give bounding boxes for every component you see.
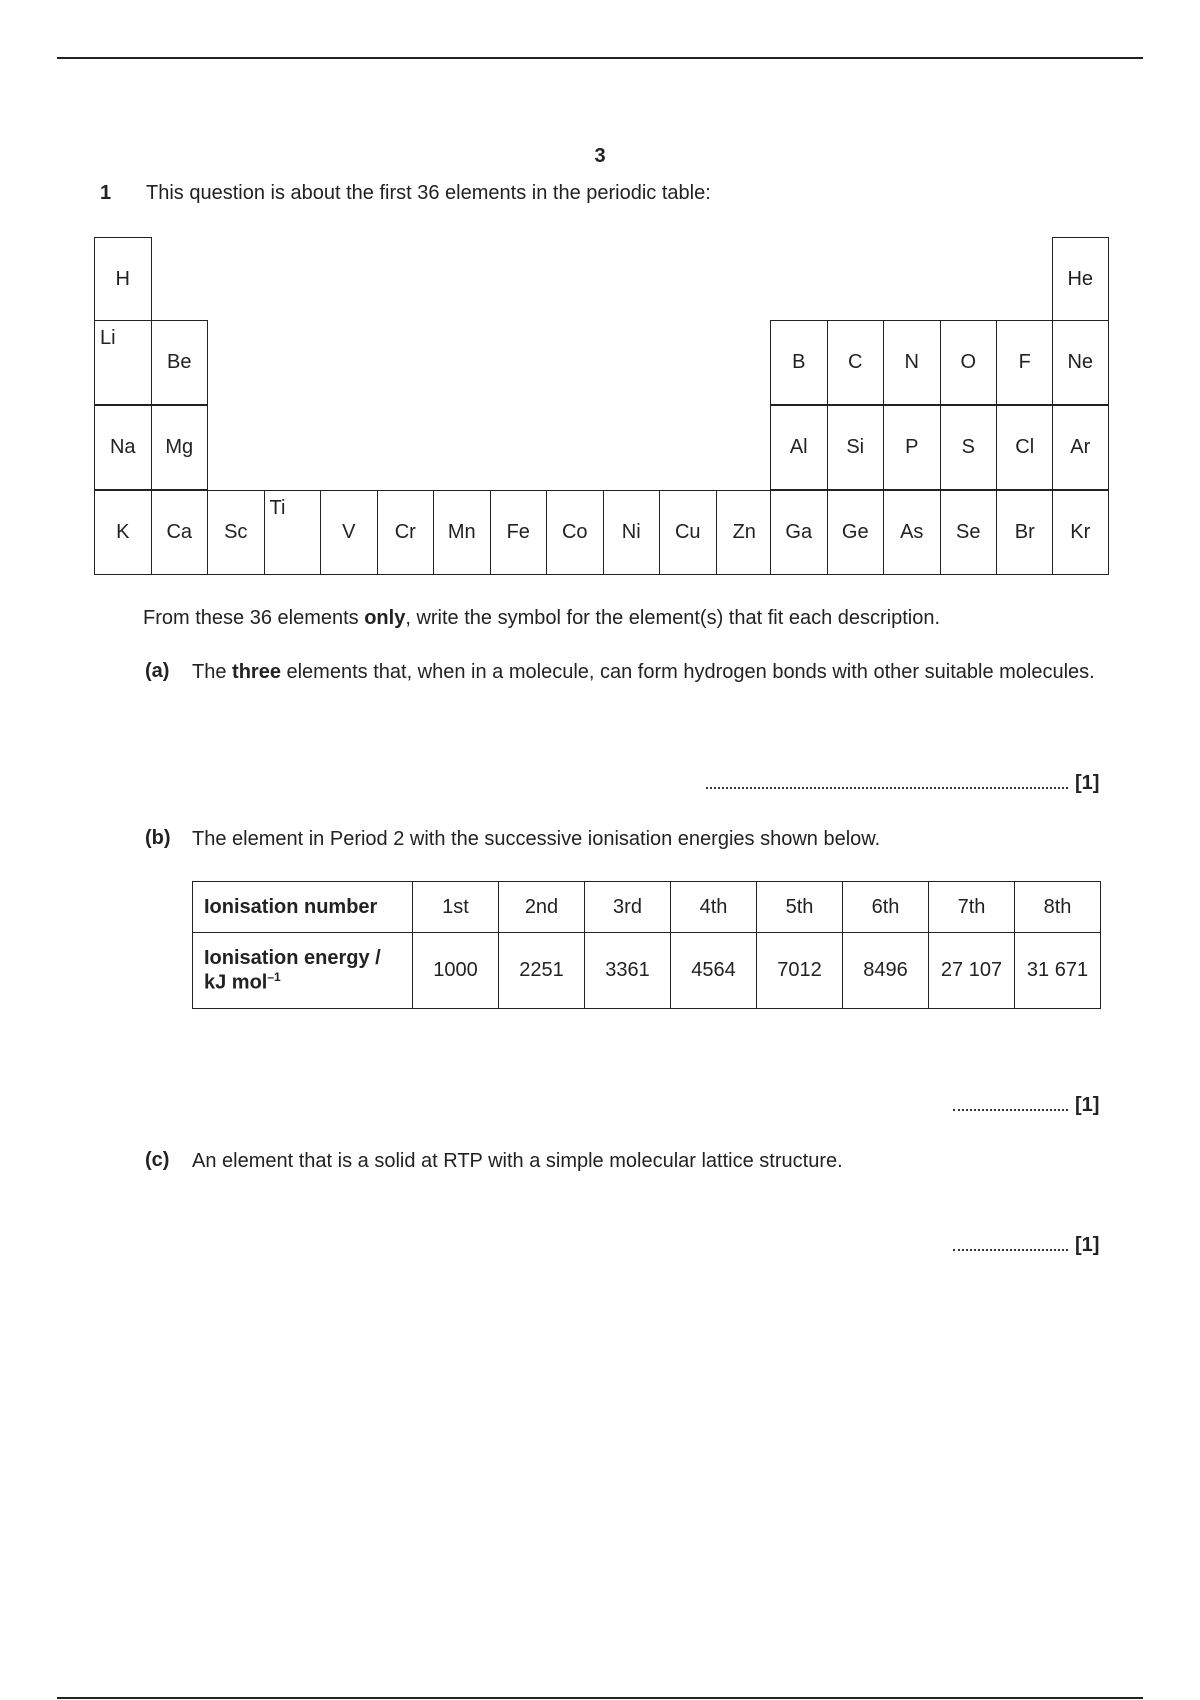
element-cell: O — [940, 320, 998, 405]
table-cell: 3rd — [585, 882, 671, 933]
element-cell: Kr — [1052, 490, 1110, 575]
part-a-after: elements that, when in a molecule, can form hydrogen bonds with other suitable molecules. — [280, 661, 1095, 683]
part-c-text: An element that is a solid at RTP with a simple molecular lattice structure. — [192, 1150, 843, 1172]
ionisation-table — [192, 881, 1101, 1009]
instruction-bold: only — [364, 607, 406, 629]
element-cell: Ne — [1052, 320, 1110, 405]
element-cell: Cu — [659, 490, 717, 575]
element-cell: V — [320, 490, 378, 575]
mark-b: [1] — [1075, 1094, 1100, 1116]
element-cell: N — [883, 320, 941, 405]
table-cell: 8496 — [843, 933, 929, 1009]
part-a-bold: three — [232, 661, 281, 683]
table-header-cell — [193, 933, 413, 1009]
instruction-text — [143, 607, 940, 630]
element-cell: Na — [94, 405, 152, 490]
answer-line-a[interactable] — [706, 787, 1068, 789]
table-cell: 31 671 — [1015, 933, 1101, 1009]
table-cell: 7th — [929, 882, 1015, 933]
table-cell: 6th — [843, 882, 929, 933]
table-cell: 4th — [671, 882, 757, 933]
element-cell: H — [94, 237, 152, 322]
table-cell: 1000 — [413, 933, 499, 1009]
question-number: 1 — [100, 182, 112, 204]
table-row — [193, 933, 1101, 1009]
answer-line-c[interactable] — [953, 1249, 1068, 1251]
energy-header-sup: –1 — [267, 969, 281, 984]
instruction-before: From these 36 elements — [143, 607, 365, 629]
part-a-label: (a) — [145, 660, 170, 682]
part-a-text — [192, 658, 1127, 686]
answer-line-b[interactable] — [953, 1109, 1068, 1111]
part-a-before: The — [192, 661, 233, 683]
top-rule — [57, 57, 1143, 59]
part-b-text: The element in Period 2 with the successive ionisation energies shown below. — [192, 828, 881, 850]
element-cell: Ar — [1052, 405, 1110, 490]
page-number: 3 — [594, 145, 606, 167]
element-cell: Fe — [490, 490, 548, 575]
table-row — [193, 882, 1101, 933]
element-cell: Ni — [603, 490, 661, 575]
table-cell: 2251 — [499, 933, 585, 1009]
table-cell: 8th — [1015, 882, 1101, 933]
table-cell: 4564 — [671, 933, 757, 1009]
element-cell: As — [883, 490, 941, 575]
question-intro: This question is about the first 36 elements in the periodic table: — [146, 182, 711, 204]
element-cell: Ga — [770, 490, 828, 575]
element-cell: Mn — [433, 490, 491, 575]
table-cell: 3361 — [585, 933, 671, 1009]
element-cell: S — [940, 405, 998, 490]
element-cell: Sc — [207, 490, 265, 575]
table-cell: 2nd — [499, 882, 585, 933]
element-cell: Ti — [264, 490, 322, 575]
element-cell: Co — [546, 490, 604, 575]
element-cell: Cr — [377, 490, 435, 575]
element-cell: Si — [827, 405, 885, 490]
element-cell: Br — [996, 490, 1054, 575]
element-cell: F — [996, 320, 1054, 405]
energy-header-line2: kJ mol — [204, 971, 268, 994]
element-cell: Al — [770, 405, 828, 490]
element-cell: B — [770, 320, 828, 405]
element-cell: Li — [94, 320, 152, 405]
table-header-cell: Ionisation number — [193, 882, 413, 933]
element-cell: K — [94, 490, 152, 575]
element-cell: He — [1052, 237, 1110, 322]
part-b-label: (b) — [145, 827, 171, 849]
table-cell: 1st — [413, 882, 499, 933]
table-cell: 5th — [757, 882, 843, 933]
mark-c: [1] — [1075, 1234, 1100, 1256]
element-cell: C — [827, 320, 885, 405]
mark-a: [1] — [1075, 772, 1100, 794]
element-cell: Zn — [716, 490, 774, 575]
element-cell: Be — [151, 320, 209, 405]
energy-header-line1: Ionisation energy / — [204, 946, 381, 969]
element-cell: Ge — [827, 490, 885, 575]
instruction-after: , write the symbol for the element(s) that fit each description. — [405, 607, 941, 629]
part-c-label: (c) — [145, 1149, 170, 1171]
element-cell: P — [883, 405, 941, 490]
bottom-rule — [57, 1697, 1143, 1699]
table-cell: 27 107 — [929, 933, 1015, 1009]
element-cell: Mg — [151, 405, 209, 490]
element-cell: Se — [940, 490, 998, 575]
element-cell: Ca — [151, 490, 209, 575]
element-cell: Cl — [996, 405, 1054, 490]
table-cell: 7012 — [757, 933, 843, 1009]
